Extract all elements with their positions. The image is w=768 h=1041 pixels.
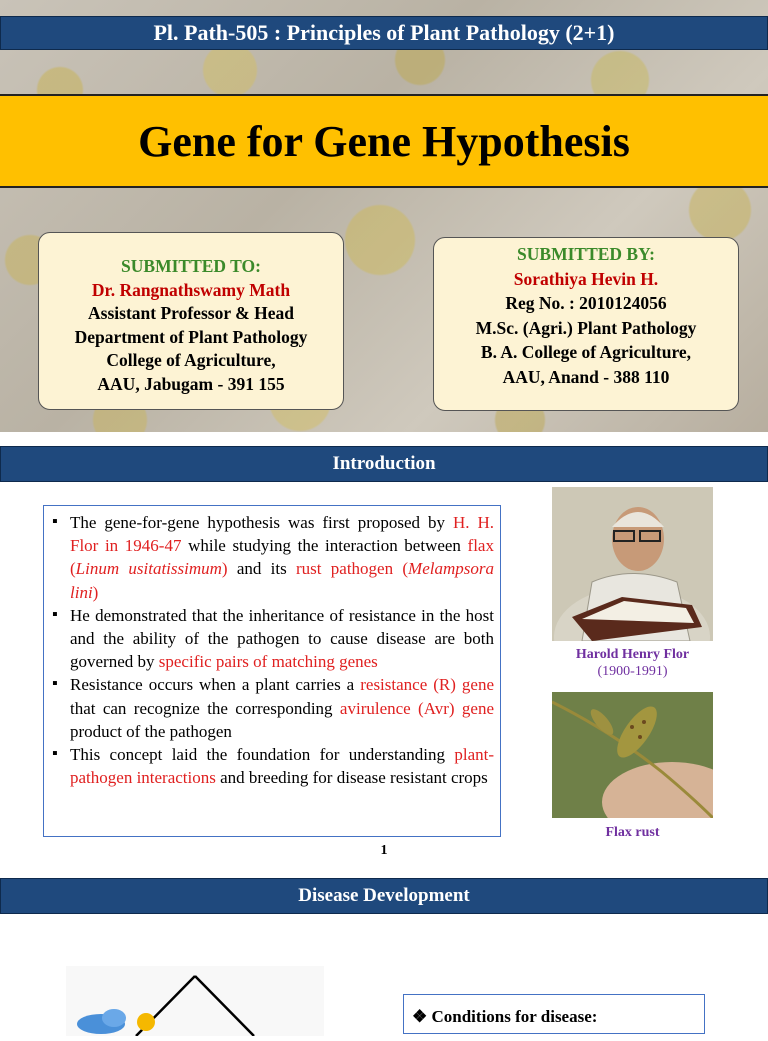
list-item xyxy=(50,743,494,789)
highlight-text: resistance (R) gene xyxy=(360,675,494,695)
disease-triangle-illustration xyxy=(66,966,324,1036)
submitted-by-line: B. A. College of Agriculture, xyxy=(480,342,692,362)
submitted-to-line: Assistant Professor & Head xyxy=(88,303,294,323)
flax-rust-illustration xyxy=(552,692,713,818)
submitted-to-heading: SUBMITTED TO: xyxy=(121,256,261,276)
flax-rust-caption: Flax rust xyxy=(605,825,660,840)
species-name: Linum usitatissimum xyxy=(75,559,222,579)
harold-flor-years: (1900-1991) xyxy=(597,664,668,679)
species-name: Melampsora lini xyxy=(70,559,494,602)
submitted-to-card xyxy=(38,232,344,410)
submitted-by-heading: SUBMITTED BY: xyxy=(517,244,655,264)
bullet-text: and its xyxy=(227,559,297,579)
list-item xyxy=(50,604,494,674)
page-number: 1 xyxy=(380,843,388,858)
list-item xyxy=(50,673,494,743)
bullet-text: This concept laid the foundation for understanding xyxy=(70,745,455,765)
cover-slide xyxy=(0,0,768,432)
conditions-label: Conditions for disease: xyxy=(431,1007,598,1026)
submitted-to-name: Dr. Rangnathswamy Math xyxy=(91,279,291,300)
submitted-by-line: Reg No. : 2010124056 xyxy=(505,293,667,313)
portrait-illustration xyxy=(552,487,713,641)
submitted-by-card xyxy=(433,237,739,411)
submitted-by-line: AAU, Anand - 388 110 xyxy=(502,366,670,387)
submitted-to-line: College of Agriculture, xyxy=(106,350,276,370)
submitted-by-line: M.Sc. (Agri.) Plant Pathology xyxy=(475,317,697,338)
bullet-text: The gene-for-gene hypothesis was first proposed by xyxy=(70,513,453,532)
highlight-text: ) xyxy=(92,582,99,602)
submitted-to-line: Department of Plant Pathology xyxy=(74,326,308,347)
bullet-text: that can recognize the corresponding xyxy=(70,698,340,718)
harold-flor-photo xyxy=(552,487,713,641)
introduction-text-box xyxy=(43,505,501,837)
harold-flor-caption: Harold Henry Flor xyxy=(575,647,690,662)
flax-rust-photo xyxy=(552,692,713,818)
bullet-text: while studying the interaction between xyxy=(181,536,468,556)
course-title-bar: Pl. Path-505 : Principles of Plant Pathology (2+1) xyxy=(0,16,768,50)
bullet-text: product of the pathogen xyxy=(70,721,232,741)
disease-triangle-diagram xyxy=(66,966,324,1036)
list-item xyxy=(50,511,494,604)
highlight-text: specific pairs of matching genes xyxy=(158,652,378,672)
sun-icon xyxy=(137,1013,155,1031)
introduction-heading: Introduction xyxy=(0,446,768,482)
highlight-text: rust pathogen ( xyxy=(296,559,409,579)
submitted-to-line: AAU, Jabugam - 391 155 xyxy=(97,373,285,394)
submitted-by-name: Sorathiya Hevin H. xyxy=(513,268,659,289)
bullet-text: and breeding for disease resistant crops xyxy=(215,768,488,788)
conditions-box xyxy=(403,994,705,1034)
highlight-text: ) xyxy=(221,559,228,579)
main-title: Gene for Gene Hypothesis xyxy=(0,94,768,188)
highlight-text: flax ( xyxy=(70,536,494,579)
introduction-bullet-list xyxy=(50,511,494,789)
bullet-text: Resistance occurs when a plant carries a xyxy=(70,675,361,695)
disease-development-heading: Disease Development xyxy=(0,878,768,914)
highlight-text: avirulence (Avr) gene xyxy=(339,698,494,718)
diamond-bullet-icon: ❖ xyxy=(412,1007,428,1026)
highlight-text: H. H. Flor in 1946-47 xyxy=(70,513,494,556)
bullet-text: He demonstrated that the inheritance of resistance in the host and the ability of the pathogen to cause disease are both governed by xyxy=(70,605,494,672)
highlight-text: plant-pathogen interactions xyxy=(70,745,494,788)
